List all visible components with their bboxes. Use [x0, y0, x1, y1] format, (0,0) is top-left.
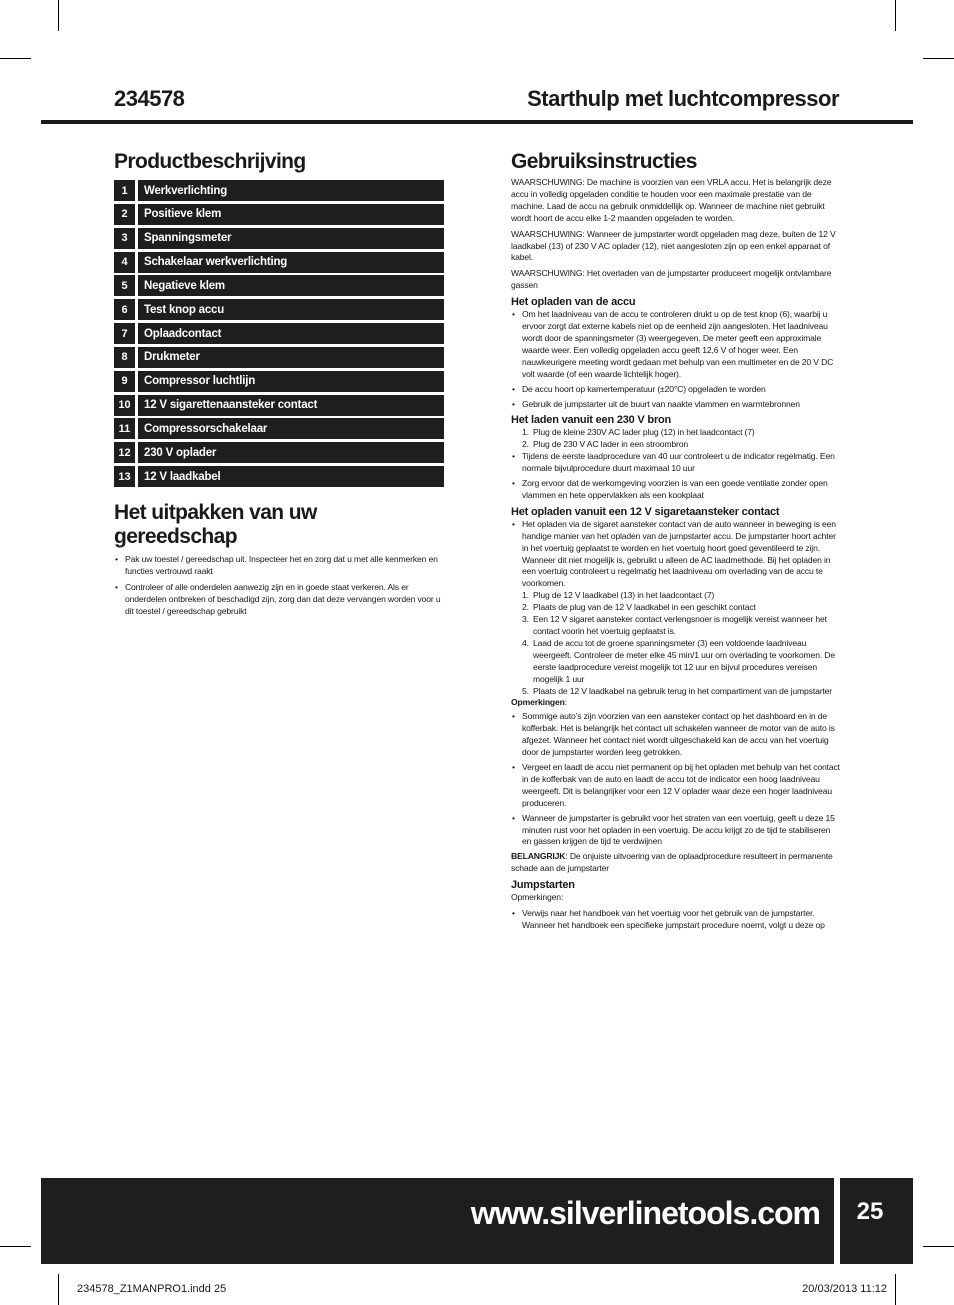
list-item: 1. Plug de 12 V laadkabel (13) in het laadcontact (7) [522, 590, 715, 601]
list-item: 2. Plaats de plug van de 12 V laadkabel in een geschikt contact [522, 602, 756, 613]
part-number: 10 [114, 395, 135, 416]
part-number: 4 [114, 252, 135, 273]
part-number: 2 [114, 204, 135, 225]
part-row [114, 275, 444, 296]
part-row [114, 418, 444, 439]
part-label: 12 V sigarettenaansteker contact [138, 395, 444, 416]
remarks-line: Opmerkingen: [511, 697, 567, 708]
part-label: Schakelaar werkverlichting [138, 252, 444, 273]
part-label: 230 V oplader [138, 442, 444, 463]
part-number: 12 [114, 442, 135, 463]
warning-text: WAARSCHUWING: De machine is voorzien van een VRLA accu. Het is belangrijk deze accu in volledig opgeladen conditie te houden voor een maximale prestatie van de machine. Laad de accu na gebruik onmiddellijk op. Wanneer de machine niet gebruikt wordt hoort de accu elke 1-2 maanden opgeladen te worden. [511, 177, 832, 223]
website-link[interactable]: www.silverlinetools.com [470, 1195, 820, 1231]
page-title: Starthulp met luchtcompressor [527, 86, 839, 111]
part-label: 12 V laadkabel [138, 466, 444, 487]
charging-230-list [511, 451, 841, 502]
footer-bar [41, 1178, 834, 1264]
product-code: 234578 [114, 86, 185, 111]
warning-text: WAARSCHUWING: Wanneer de jumpstarter wordt opgeladen mag deze, buiten de 12 V laadkabel (13) of 230 V AC oplader (12), niet aangesloten zijn op een enkel apparaat of kabel. [511, 228, 836, 263]
crop-mark [895, 1274, 896, 1305]
part-number: 5 [114, 275, 135, 296]
part-label: Test knop accu [138, 299, 444, 320]
list-item: • Pak uw toestel / gereedschap uit. Inspecteer het en zorg dat u met alle kenmerken en functies vertrouwd raakt [114, 554, 444, 578]
part-label: Drukmeter [138, 347, 444, 368]
crop-mark [58, 0, 59, 31]
jumpstart-list [511, 908, 841, 932]
part-number: 11 [114, 418, 135, 439]
part-row [114, 371, 444, 392]
part-row [114, 347, 444, 368]
part-number: 1 [114, 180, 135, 201]
crop-mark [895, 0, 896, 31]
part-row [114, 228, 444, 249]
list-item: • Tijdens de eerste laadprocedure van 40 uur controleert u de indicator regelmatig. Een normale bijvulprocedure duurt maximaal 10 uur [511, 451, 841, 475]
part-number: 13 [114, 466, 135, 487]
part-row [114, 442, 444, 463]
charging-title: Het opladen van de accu [511, 296, 636, 309]
important-label: BELANGRIJK [511, 851, 566, 862]
list-item: 5. Plaats de 12 V laadkabel na gebruik terug in het compartiment van de jumpstarter [522, 685, 832, 696]
part-label: Oplaadcontact [138, 323, 444, 344]
part-number: 3 [114, 228, 135, 249]
crop-mark [0, 1246, 31, 1247]
part-number: 7 [114, 323, 135, 344]
part-row [114, 252, 444, 273]
charging-12-title: Het opladen vanuit een 12 V sigaretaansteker contact [511, 505, 780, 518]
list-item: 4. Laad de accu tot de groene spanningsmeter (3) een voldoende laadniveau weergeeft. Controleer de meter elke 45 min/1 uur om overlading te voorkomen. De eerste laadprocedure vereist mogelijk tot 12 uur en bijvul procedures vereisen mogelijk 1 uur [522, 637, 835, 684]
part-number: 6 [114, 299, 135, 320]
warning-text: WAARSCHUWING: Het overladen van de jumpstarter produceert mogelijk ontvlambare gassen [511, 268, 832, 291]
list-item: • Zorg ervoor dat de werkomgeving voorzien is van een goede ventilatie zonder open vlammen en hete oppervlakken als een kookplaat [511, 478, 841, 502]
crop-mark [923, 58, 954, 59]
jumpstart-title: Jumpstarten [511, 879, 575, 892]
crop-mark [0, 58, 31, 59]
jumpstart-remarks: Opmerkingen: [511, 892, 564, 903]
crop-mark [58, 1274, 59, 1305]
important-note [511, 851, 841, 875]
left-column [114, 150, 444, 622]
part-label: Negatieve klem [138, 275, 444, 296]
page-number: 25 [856, 1198, 884, 1225]
remarks-list [511, 711, 841, 848]
list-item: • Vergeet en laadt de accu niet permanent op bij het opladen met behulp van het contact in de kofferbak van de auto en laadt de accu tot de indicator een hoog laadniveau weergeeft. Dit is belangrijker voor een 12 V oplader waar deze een hoger laadniveau produceren. [511, 762, 841, 810]
part-label: Compressor luchtlijn [138, 371, 444, 392]
part-row [114, 204, 444, 225]
header-divider [41, 120, 913, 124]
slug-file: 234578_Z1MANPRO1.indd 25 [77, 1283, 227, 1295]
list-item: • Het opladen via de sigaret aansteker contact van de auto wanneer in beweging is een handige manier van het opladen van de jumpstarter accu. De jumpstarter hoort achter in het voertuig geplaatst te worden en het voertuig hoort goed geventileerd te zijn. Wanneer dit niet mogelijk is, gebruikt u alleen de AC laadmethode. Bij het opladen in een voertuig controleert u regelmatig het laadniveau om overlading van de accu te voorkomen. [511, 519, 841, 590]
part-label: Werkverlichting [138, 180, 444, 201]
part-label: Compressorschakelaar [138, 418, 444, 439]
unpacking-list [114, 554, 444, 618]
part-row [114, 299, 444, 320]
list-item: 3. Een 12 V sigaret aansteker contact verlengsnoer is mogelijk vereist wanneer het contact voorin het voertuig geplaatst is. [522, 614, 827, 636]
instructions-title: Gebruiksinstructies [511, 150, 697, 173]
part-number: 9 [114, 371, 135, 392]
part-row [114, 395, 444, 416]
list-item: • Om het laadniveau van de accu te controleren drukt u op de test knop (6), waarbij u ervoor zorgt dat externe kabels niet op de eenheid zijn aangesloten. Het laadniveau wordt door de spanningsmeter (3) weergegeven. De meter geeft een approximale waarde weer. Een volledig opgeladen accu geeft 12,6 V of hoger weer. Een nauwkeurigere meeting wordt gedaan met behulp van een multimeter en de 20 V DC volt waarde (of een waarde lichtelijk hoger). [511, 309, 841, 380]
list-item: • Controleer of alle onderdelen aanwezig zijn en in goede staat verkeren. Als er onderdelen ontbreken of beschadigd zijn, zorg dan dat deze vervangen worden voor u dit toestel / gereedschap gebruikt [114, 582, 444, 618]
part-label: Spanningsmeter [138, 228, 444, 249]
part-row [114, 323, 444, 344]
charging-230-steps [511, 427, 841, 451]
part-row [114, 466, 444, 487]
page-number-box [840, 1178, 913, 1264]
part-row [114, 180, 444, 201]
part-number: 8 [114, 347, 135, 368]
right-column [511, 150, 841, 935]
list-item: • Wanneer de jumpstarter is gebruikt voor het straten van een voertuig, geeft u deze 15 minuten rust voor het opladen in een voertuig. De accu krijgt zo de tijd te stabiliseren en gassen krijgen de tijd te verdwijnen [511, 813, 841, 849]
list-item: 2. Plug de 230 V AC lader in een stroombron [522, 439, 688, 450]
list-item: • Gebruik de jumpstarter uit de buurt van naakte vlammen en warmtebronnen [511, 399, 841, 411]
charging-list [511, 309, 841, 410]
unpacking-title: Het uitpakken van uw gereedschap [114, 501, 317, 549]
charging-230-title: Het laden vanuit een 230 V bron [511, 414, 672, 427]
crop-mark [923, 1246, 954, 1247]
product-description-title: Productbeschrijving [114, 150, 306, 173]
list-item: • Verwijs naar het handboek van het voertuig voor het gebruik van de jumpstarter. Wanneer het handboek een specifieke jumpstart procedure noemt, volgt u deze op [511, 908, 841, 932]
charging-12-steps [511, 590, 841, 697]
charging-12-intro [511, 519, 841, 590]
list-item: 1. Plug de kleine 230V AC lader plug (12) in het laadcontact (7) [522, 427, 755, 438]
part-label: Positieve klem [138, 204, 444, 225]
important-text: : De onjuiste uitvoering van de oplaadprocedure resulteert in permanente schade aan de jumpstarter [511, 851, 833, 874]
remarks-label: Opmerkingen [511, 697, 565, 708]
list-item: • De accu hoort op kamertemperatuur (±20°C) opgeladen te worden [511, 384, 841, 396]
slug-date: 20/03/2013 11:12 [802, 1283, 887, 1295]
parts-list [114, 180, 444, 487]
list-item: • Sommige auto’s zijn voorzien van een aansteker contact op het dashboard en in de kofferbak. Het is belangrijk het contact uit schakelen wanneer de motor van de auto is afgezet. Wanneer het contact niet wordt uitgeschakeld kan de accu van het voertuig door de jumpstarter worden leeg getrokken. [511, 711, 841, 759]
